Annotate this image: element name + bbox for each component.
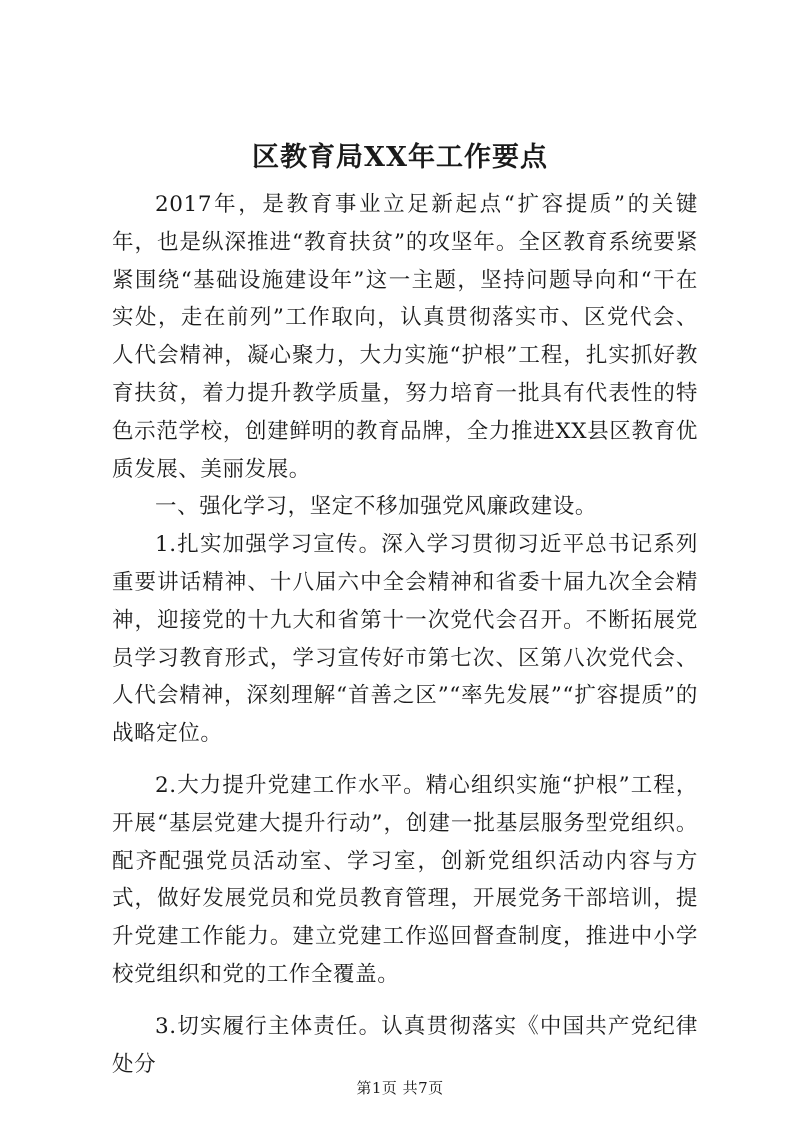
section-heading-1: 一、强化学习，坚定不移加强党风廉政建设。 — [155, 494, 598, 520]
intro-paragraph: 2017年，是教育事业立足新起点“扩容提质”的关键年，也是纵深推进“教育扶贫”的攻坚年。全区教育系统要紧紧围绕“基础设施建设年”这一主题，坚持问题导向和“干在实处，走在前列”工作取向，认真贯彻落实市、区党代会、人代会精神，凝心聚力，大力实施“护根”工程，扎实抓好教育扶贫，着力提升教学质量，努力培育一批具有代表性的特色示范学校，创建鲜明的教育品牌，全力推进XX县区教育优质发展、美丽发展。 — [112, 192, 698, 482]
document-body — [112, 186, 698, 1083]
page-footer: 第1页 共7页 — [356, 1079, 444, 1097]
item-paragraph-3: 3.切实履行主体责任。认真贯彻落实《中国共产党纪律处分 — [112, 1013, 698, 1077]
item-paragraph-2: 2.大力提升党建工作水平。精心组织实施“护根”工程，开展“基层党建大提升行动”，创建一批基层服务型党组织。配齐配强党员活动室、学习室，创新党组织活动内容与方式，做好发展党员和党员教育管理，开展党务干部培训，提升党建工作能力。建立党建工作巡回督查制度，推进中小学校党组织和党的工作全覆盖。 — [112, 772, 698, 987]
item-paragraph-1: 1.扎实加强学习宣传。深入学习贯彻习近平总书记系列重要讲话精神、十八届六中全会精神和省委十届九次全会精神，迎接党的十九大和省第十一次党代会召开。不断拓展党员学习教育形式，学习宣传好市第七次、区第八次党代会、人代会精神，深刻理解“首善之区”“率先发展”“扩容提质”的战略定位。 — [112, 532, 698, 747]
document-title: 区教育局XX年工作要点 — [252, 142, 548, 173]
